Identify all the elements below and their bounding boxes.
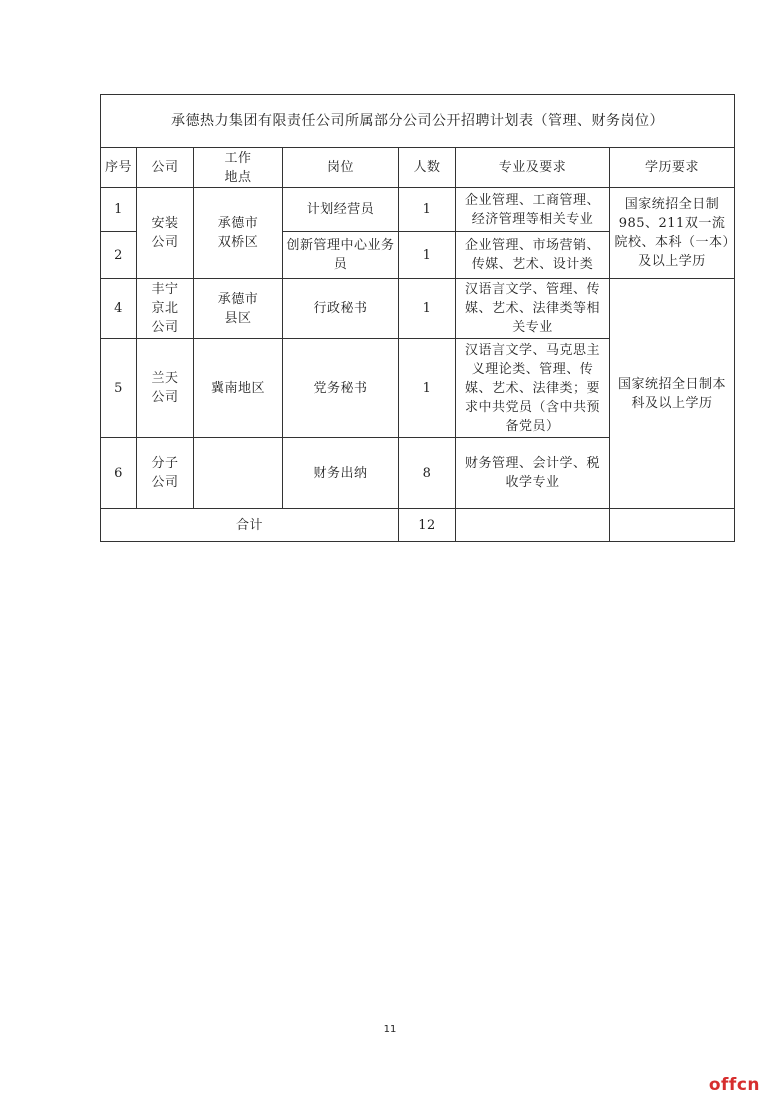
row-education: 国家统招全日制本科及以上学历	[610, 279, 735, 509]
row-major: 企业管理、市场营销、传媒、艺术、设计类	[456, 232, 610, 279]
header-row	[101, 148, 735, 188]
row-major: 企业管理、工商管理、经济管理等相关专业	[456, 188, 610, 232]
total-label: 合计	[101, 509, 399, 542]
row-count: 1	[399, 279, 456, 339]
total-major	[456, 509, 610, 542]
row-position: 创新管理中心业务员	[283, 232, 399, 279]
row-company: 分子 公司	[137, 438, 194, 509]
row-company: 兰天 公司	[137, 339, 194, 438]
row-location: 承德市 双桥区	[194, 188, 283, 279]
row-position: 财务出纳	[283, 438, 399, 509]
row-seq: 2	[101, 232, 137, 279]
row-major: 汉语言文学、管理、传媒、艺术、法律类等相关专业	[456, 279, 610, 339]
row-location	[194, 438, 283, 509]
header-company: 公司	[137, 148, 194, 188]
header-seq: 序号	[101, 148, 137, 188]
row-company: 安装 公司	[137, 188, 194, 279]
recruitment-plan-table	[100, 94, 735, 542]
total-education	[610, 509, 735, 542]
table-row	[101, 188, 735, 232]
total-row	[101, 509, 735, 542]
header-education: 学历要求	[610, 148, 735, 188]
row-company: 丰宁 京北 公司	[137, 279, 194, 339]
row-location: 冀南地区	[194, 339, 283, 438]
table-title: 承德热力集团有限责任公司所属部分公司公开招聘计划表（管理、财务岗位）	[101, 95, 735, 148]
table-row	[101, 279, 735, 339]
row-count: 1	[399, 339, 456, 438]
header-major: 专业及要求	[456, 148, 610, 188]
row-position: 行政秘书	[283, 279, 399, 339]
row-count: 8	[399, 438, 456, 509]
row-position: 计划经营员	[283, 188, 399, 232]
offcn-watermark-logo: offcn	[708, 1075, 760, 1095]
row-seq: 5	[101, 339, 137, 438]
row-education: 国家统招全日制985、211双一流院校、本科（一本）及以上学历	[610, 188, 735, 279]
row-major: 财务管理、会计学、税收学专业	[456, 438, 610, 509]
row-seq: 6	[101, 438, 137, 509]
row-major: 汉语言文学、马克思主义理论类、管理、传媒、艺术、法律类；要求中共党员（含中共预备党员）	[456, 339, 610, 438]
total-count: 12	[399, 509, 456, 542]
row-seq: 4	[101, 279, 137, 339]
header-count: 人数	[399, 148, 456, 188]
header-position: 岗位	[283, 148, 399, 188]
row-count: 1	[399, 188, 456, 232]
row-location: 承德市 县区	[194, 279, 283, 339]
row-position: 党务秘书	[283, 339, 399, 438]
row-seq: 1	[101, 188, 137, 232]
page-number: 11	[383, 1024, 397, 1035]
header-location: 工作 地点	[194, 148, 283, 188]
row-count: 1	[399, 232, 456, 279]
